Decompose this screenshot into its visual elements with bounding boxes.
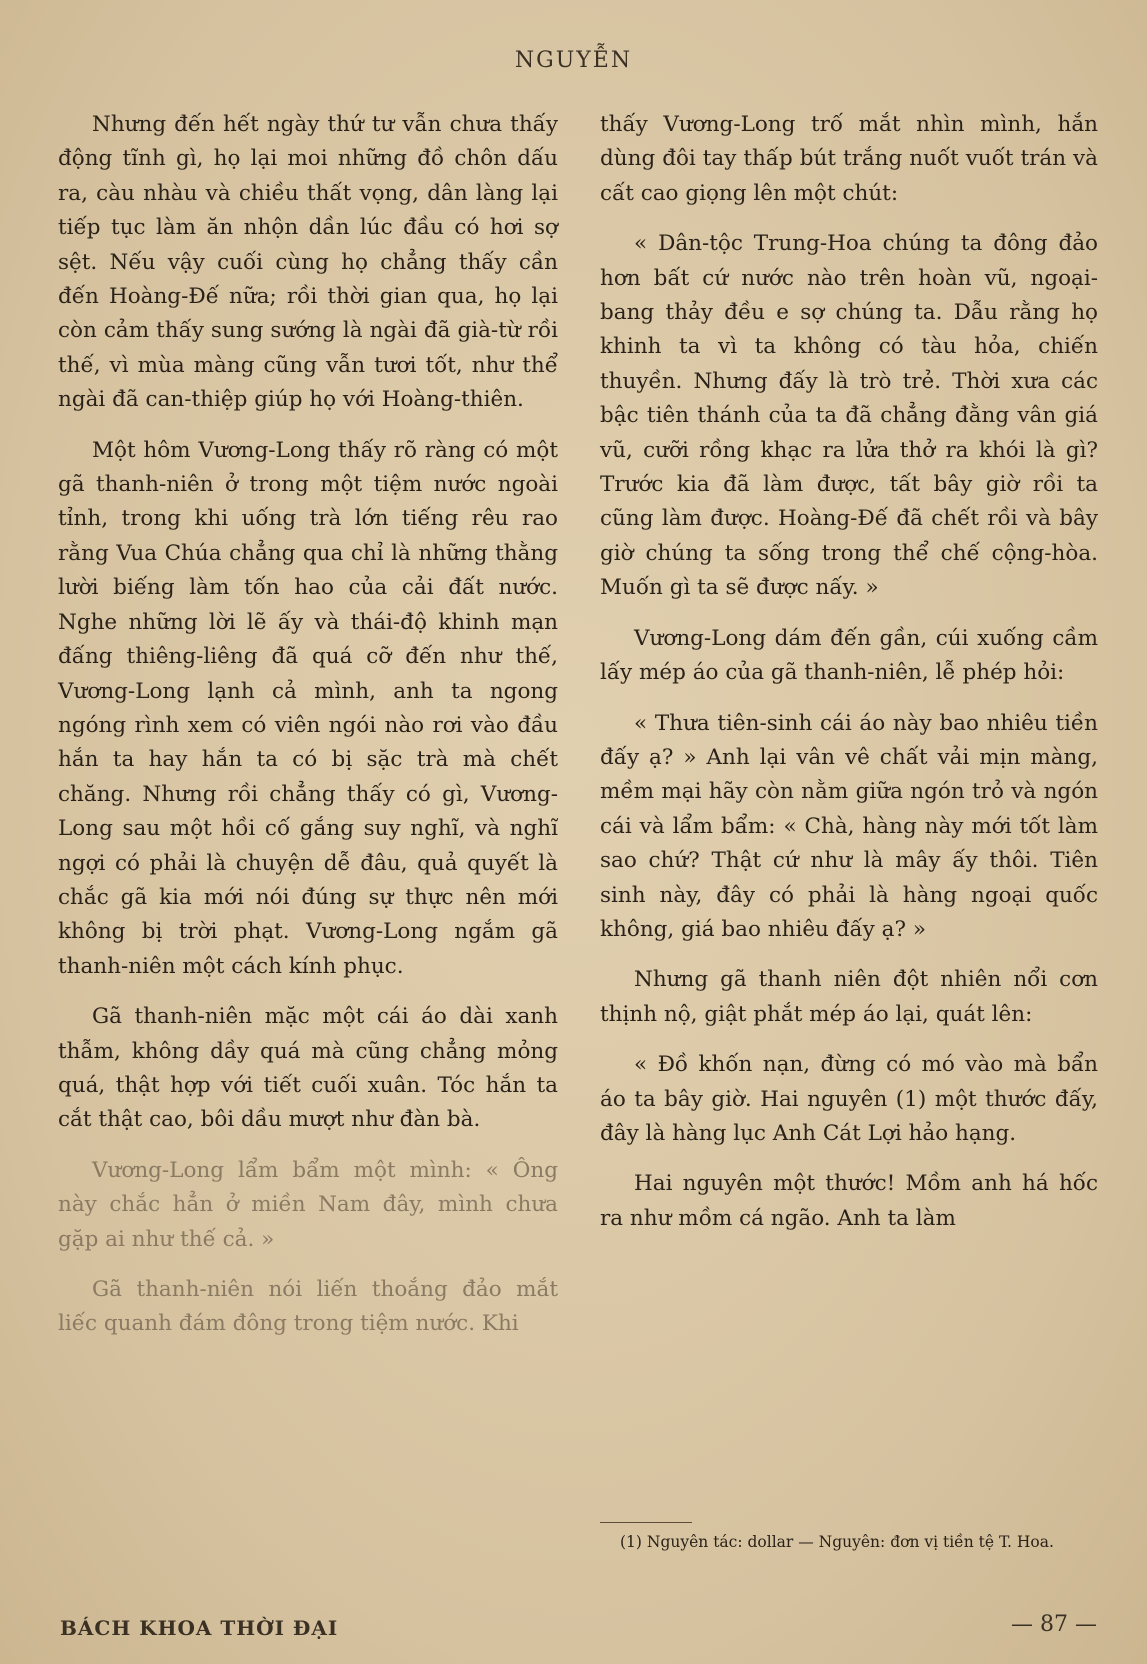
paragraph: Gã thanh-niên mặc một cái áo dài xanh thẫm, không dầy quá mà cũng chẳng mỏng quá, thật hợp với tiết cuối xuân. Tóc hắn ta cắt thật cao, bôi dầu mượt như đàn bà. (58, 1004, 558, 1133)
paragraph: thấy Vương-Long trố mắt nhìn mình, hắn dùng đôi tay thấp bút trắng nuốt vuốt trán và cất cao giọng lên một chút: (600, 112, 1098, 206)
right-column (600, 108, 1098, 1252)
footnote-divider (600, 1522, 692, 1523)
paragraph: « Dân-tộc Trung-Hoa chúng ta đông đảo hơn bất cứ nước nào trên hoàn vũ, ngoại-bang thảy đều e sợ chúng ta. Dẫu rằng họ khinh ta vì ta không có tàu hỏa, chiến thuyền. Nhưng đấy là trò trẻ. Thời xưa các bậc tiên thánh của ta đã chẳng đằng vân giá vũ, cưỡi rồng khạc ra lửa thở ra khói là gì? Trước kia đã làm được, tất bây giờ rồi ta cũng làm được. Hoàng-Đế đã chết rồi và bây giờ chúng ta sống trong thể chế cộng-hòa. Muốn gì ta sẽ được nấy. » (600, 231, 1098, 601)
paragraph: Vương-Long dám đến gần, cúi xuống cầm lấy mép áo của gã thanh-niên, lễ phép hỏi: (600, 625, 1098, 686)
paragraph: Nhưng gã thanh niên đột nhiên nổi cơn thịnh nộ, giật phắt mép áo lại, quát lên: (600, 967, 1098, 1027)
page-number: — 87 — (1011, 1612, 1097, 1637)
paragraph: « Thưa tiên-sinh cái áo này bao nhiêu tiền đấy ạ? » Anh lại vân vê chất vải mịn màng, mềm mại hãy còn nằm giữa ngón trỏ và ngón cái và lẩm bẩm: « Chà, hàng này mới tốt làm sao chứ? Thật cứ như là mây ấy thôi. Tiên sinh này, đây có phải là hàng ngoại quốc không, giá bao nhiêu đấy ạ? » (600, 710, 1098, 942)
left-column (58, 108, 558, 1358)
paragraph: « Đồ khốn nạn, đừng có mó vào mà bẩn áo ta bây giờ. Hai nguyên (1) một thước đấy, đây là hàng lục Anh Cát Lợi hảo hạng. (600, 1052, 1098, 1146)
paragraph: Vương-Long lẩm bẩm một mình: « Ông này chắc hẳn ở miền Nam đây, mình chưa gặp ai như thế cả. » (58, 1157, 558, 1252)
magazine-title: BÁCH KHOA THỜI ĐẠI (60, 1616, 339, 1640)
paragraph: Gã thanh-niên nói liến thoắng đảo mắt liếc quanh đám đông trong tiệm nước. Khi (58, 1277, 558, 1337)
paragraph: Một hôm Vương-Long thấy rõ ràng có một gã thanh-niên ở trong một tiệm nước ngoài tỉnh, trong khi uống trà lớn tiếng rêu rao rằng Vua Chúa chẳng qua chỉ là những thằng lười biếng làm tốn hao của cải đất nước. Nghe những lời lẽ ấy và thái-độ khinh mạn đấng thiêng-liêng đã quá cỡ đến như thế, Vương-Long lạnh cả mình, anh ta ngong ngóng rình xem có viên ngói nào rơi vào đầu hắn ta hay hắn ta có bị sặc trà mà chết chăng. Nhưng rồi chẳng thấy có gì, Vương-Long sau một hồi cố gắng suy nghĩ, và nghĩ ngợi có phải là chuyện dễ đâu, quả quyết là chắc gã kia mới nói đúng sự thực nên mới không bị trời phạt. Vương-Long ngắm gã thanh-niên một cách kính phục. (58, 437, 558, 979)
paragraph: Hai nguyên một thước! Mồm anh há hốc ra như mồm cá ngão. Anh ta làm (600, 1171, 1098, 1231)
footnote: (1) Nguyên tác: dollar — Nguyên: đơn vị tiền tệ T. Hoa. (620, 1533, 1054, 1551)
paragraph: Nhưng đến hết ngày thứ tư vẫn chưa thấy động tĩnh gì, họ lại moi những đồ chôn dấu ra, càu nhàu và chiều thất vọng, dân làng lại tiếp tục làm ăn nhộn dần lúc đầu có hơi sợ sệt. Nếu vậy cuối cùng họ chẳng thấy cần đến Hoàng-Đế nữa; rồi thời gian qua, họ lại còn cảm thấy sung sướng là ngài đã già-từ rồi thế, vì mùa màng cũng vẫn tươi tốt, như thể ngài đã can-thiệp giúp họ với Hoàng-thiên. (58, 112, 558, 413)
running-head: NGUYỄN (514, 48, 633, 73)
